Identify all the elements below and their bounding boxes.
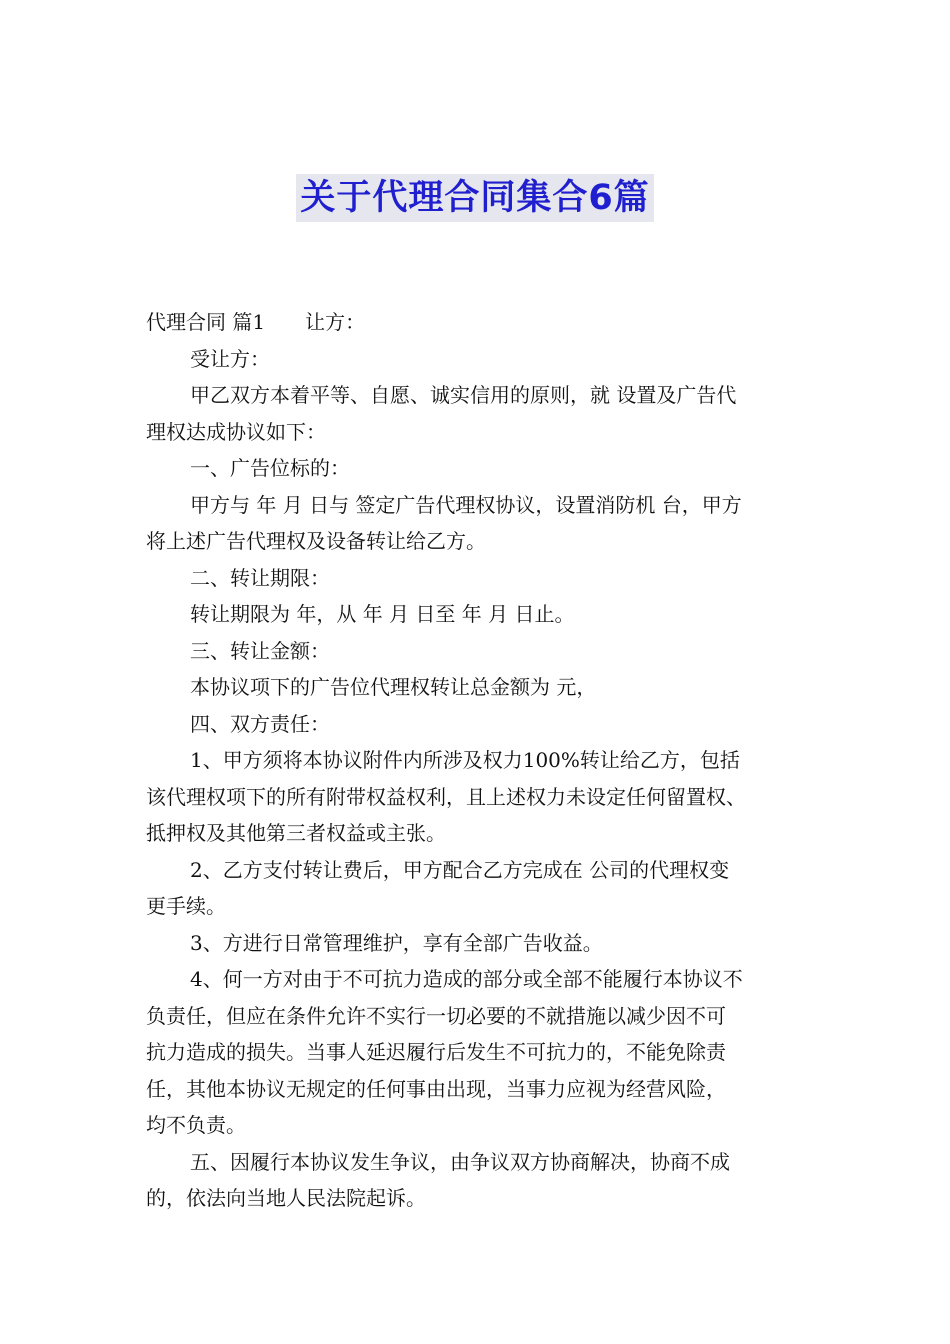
paragraph-line: 该代理权项下的所有附带权益权利，且上述权力未设定任何留置权、 xyxy=(146,784,746,809)
heading-line xyxy=(146,304,814,341)
paragraph-line: 负责任，但应在条件允许不实行一切必要的不就措施以减少因不可 xyxy=(146,1003,726,1028)
paragraph-line: 任，其他本协议无规定的任何事由出现，当事力应视为经营风险， xyxy=(146,1076,726,1101)
paragraph-line: 2、乙方支付转让费后，甲方配合乙方完成在 公司的代理权变 xyxy=(190,857,730,882)
paragraph-line: 更手续。 xyxy=(146,894,226,918)
paragraph-line: 抗力造成的损失。当事人延迟履行后发生不可抗力的，不能免除责 xyxy=(146,1040,726,1064)
title-container xyxy=(0,174,950,222)
paragraph-line: 一、广告位标的： xyxy=(190,456,350,480)
paragraph-line: 受让方： xyxy=(190,346,270,371)
paragraph-line: 四、双方责任： xyxy=(190,711,330,736)
paragraph-line: 甲乙双方本着平等、自愿、诚实信用的原则，就 设置及广告代 xyxy=(190,383,737,407)
paragraph-line: 本协议项下的广告位代理权转让总金额为 元， xyxy=(190,675,597,699)
paragraph-line: 甲方与 年 月 日与 签定广告代理权协议，设置消防机 台，甲方 xyxy=(190,492,742,517)
paragraph-line: 抵押权及其他第三者权益或主张。 xyxy=(146,821,446,845)
transferor-label: 让方： xyxy=(305,310,366,334)
paragraph-line: 4、何一方对由于不可抗力造成的部分或全部不能履行本协议不 xyxy=(190,967,743,991)
document-title: 关于代理合同集合6篇 xyxy=(296,174,653,222)
paragraph-line: 转让期限为 年，从 年 月 日至 年 月 日止。 xyxy=(190,602,575,626)
paragraph-line: 的，依法向当地人民法院起诉。 xyxy=(146,1186,426,1210)
paragraph-line: 三、转让金额： xyxy=(190,638,330,663)
section-heading: 代理合同 篇1 xyxy=(146,310,266,334)
document-body xyxy=(146,304,814,1217)
paragraph-line: 二、转让期限： xyxy=(190,565,330,590)
paragraph-line: 五、因履行本协议发生争议，由争议双方协商解决，协商不成 xyxy=(190,1149,730,1174)
paragraph-line: 1、甲方须将本协议附件内所涉及权力100%转让给乙方，包括 xyxy=(190,748,740,772)
paragraph-line: 均不负责。 xyxy=(146,1113,246,1137)
paragraph-line: 3、方进行日常管理维护，享有全部广告收益。 xyxy=(190,930,603,955)
paragraph-line: 将上述广告代理权及设备转让给乙方。 xyxy=(146,529,486,553)
paragraph-line: 理权达成协议如下： xyxy=(146,419,326,444)
